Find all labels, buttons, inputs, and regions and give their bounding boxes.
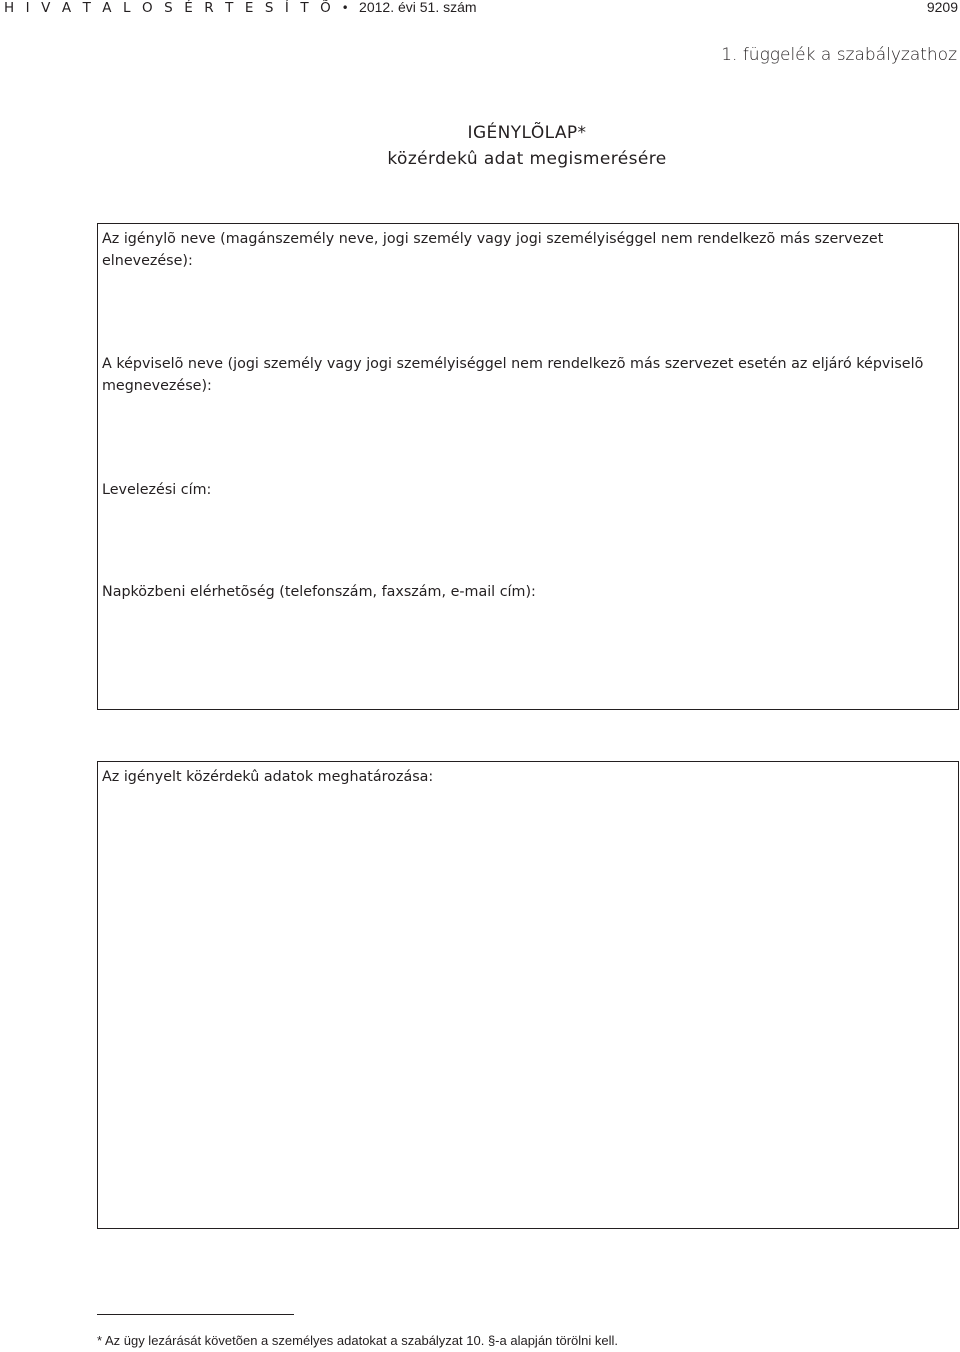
form-title: IGÉNYLÕLAP* <box>467 123 587 143</box>
daytime-contact-label: Napközbeni elérhetõség (telefonszám, faxszám, e-mail cím): <box>102 584 536 600</box>
representative-name-label: A képviselõ neve (jogi személy vagy jogi személyiséggel nem rendelkezõ más szervezet esetén az eljáró képviselõ megnevezése): <box>102 356 924 394</box>
footnote: * Az ügy lezárását követõen a személyes adatokat a szabályzat 10. §-a alapján törölni kell. <box>97 1333 619 1348</box>
footnote-divider <box>97 1314 294 1315</box>
running-header <box>4 0 477 17</box>
requested-data-box[interactable] <box>97 761 959 1229</box>
journal-name: H I V A T A L O S É R T E S Í T Õ <box>4 0 335 16</box>
page-number: 9209 <box>926 0 958 15</box>
mailing-address-label: Levelezési cím: <box>102 482 212 498</box>
requester-name-label: Az igénylõ neve (magánszemély neve, jogi személy vagy jogi személyiséggel nem rendelkezõ más szervezet elnevezése): <box>102 231 884 269</box>
form-subtitle: közérdekû adat megismerésére <box>387 149 667 169</box>
requester-details-box[interactable] <box>97 223 959 710</box>
bullet-separator: • <box>341 1 349 15</box>
requested-data-label: Az igényelt közérdekû adatok meghatározása: <box>102 769 434 785</box>
issue-number: 2012. évi 51. szám <box>359 0 477 15</box>
appendix-title: 1. függelék a szabályzathoz <box>721 45 957 65</box>
